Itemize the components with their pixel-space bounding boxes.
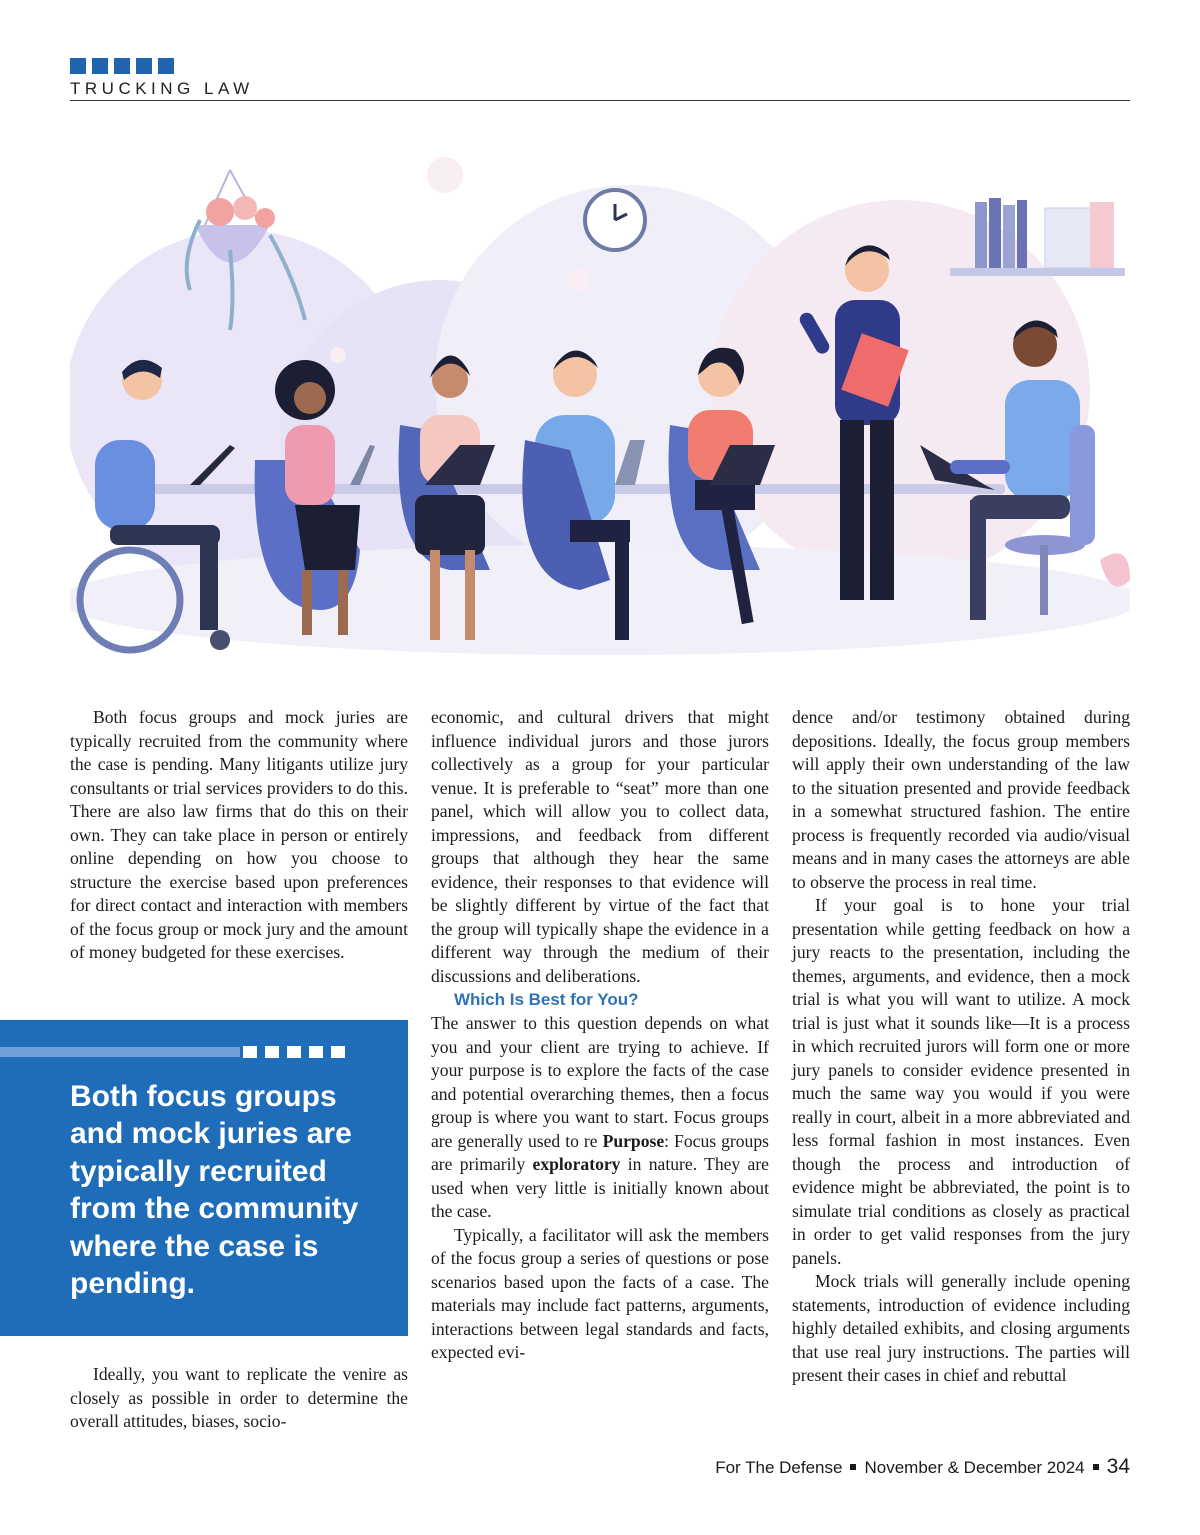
subheading: Which Is Best for You?	[454, 990, 639, 1009]
bullet-separator-icon	[850, 1464, 856, 1470]
pull-quote-text: Both focus groups and mock juries are typically recruited from the community where the case is pending.	[70, 1080, 359, 1301]
body-paragraph: Ideally, you want to replicate the venire as closely as possible in order to determine the overall attitudes, biases, socio-	[70, 1364, 408, 1431]
body-paragraph: Both focus groups and mock juries are typically recruited from the community where the case is pending. Many litigants utilize jury consultants or trial services providers to do this. There are also law firms that do this on their own. They can take place in person or entirely online depending on how you choose to structure the exercise based upon preferences for direct contact and interaction with members of the focus group or mock jury and the amount of money budgeted for these exercises.	[70, 707, 408, 962]
pull-quote-bar	[0, 1044, 408, 1060]
publication-name: For The Defense	[715, 1458, 843, 1477]
bold-term-purpose: Purpose	[602, 1130, 665, 1151]
column-1-top	[70, 706, 408, 965]
body-paragraph: dence and/or testimony obtained during depositions. Ideally, the focus group members will apply their own understanding of the law to the situation presented and provide feedback in a somewhat structured fashion. The entire process is frequently recorded via audio/visual means and in many cases the attorneys are able to observe the process in real time.	[792, 707, 1130, 892]
focus-group-illustration	[70, 140, 1130, 660]
body-paragraph: The answer to this question depends on what you and your client are trying to achieve. If your purpose is to explore the facts of the case and potential overarching themes, then a focus group is where you want to start. Focus groups are generally used to re Purpose: Focus groups are primarily exploratory in nature. They are used when very little is initially known about the case.	[431, 1013, 769, 1221]
header-squares-icon	[70, 58, 174, 74]
header-rule	[70, 100, 1130, 101]
column-1-bottom	[70, 1363, 408, 1434]
body-paragraph: economic, and cultural drivers that might influence individual jurors and those jurors collectively as a group for your particular venue. It is preferable to “seat” more than one panel, which will allow you to collect data, impressions, and feedback from different groups that although they hear the same evidence, their responses to that evidence will be slightly different by virtue of the fact that the group will typically shape the evidence in a different way through the medium of their discussions and deliberations.	[431, 707, 769, 986]
bullet-separator-icon	[1093, 1464, 1099, 1470]
body-paragraph: If your goal is to hone your trial presentation while getting feedback on how a jury reacts to the presentation, including the themes, arguments, and evidence, then a mock trial is what you will want to utilize. A mock trial is just what it sounds like—It is a process in which recruited jurors will form one or more jury panels to consider evidence presented in much the same way you would if you were really in court, albeit in a more abbreviated and less formal fashion in most instances. Even though the process and introduction of evidence might be abbreviated, the point is to simulate trial conditions as closely as practical in order to get valid responses from the jury panels.	[792, 895, 1130, 1268]
section-label: TRUCKING LAW	[70, 79, 254, 98]
page-footer	[715, 1455, 1130, 1479]
body-paragraph: Mock trials will generally include opening statements, introduction of evidence including highly detailed exhibits, and closing arguments that use real jury instructions. The parties will present their cases in chief and rebuttal	[792, 1271, 1130, 1385]
column-2	[431, 706, 769, 1365]
page-number: 34	[1106, 1455, 1130, 1478]
column-3	[792, 706, 1130, 1388]
bold-term-exploratory: exploratory	[532, 1154, 621, 1174]
body-paragraph: Typically, a facilitator will ask the members of the focus group a series of questions or pose scenarios based upon the facts of a case. The materials may include fact patterns, arguments, interactions between legal standards and facts, expected evi-	[431, 1224, 769, 1362]
issue-date: November & December 2024	[864, 1458, 1085, 1477]
